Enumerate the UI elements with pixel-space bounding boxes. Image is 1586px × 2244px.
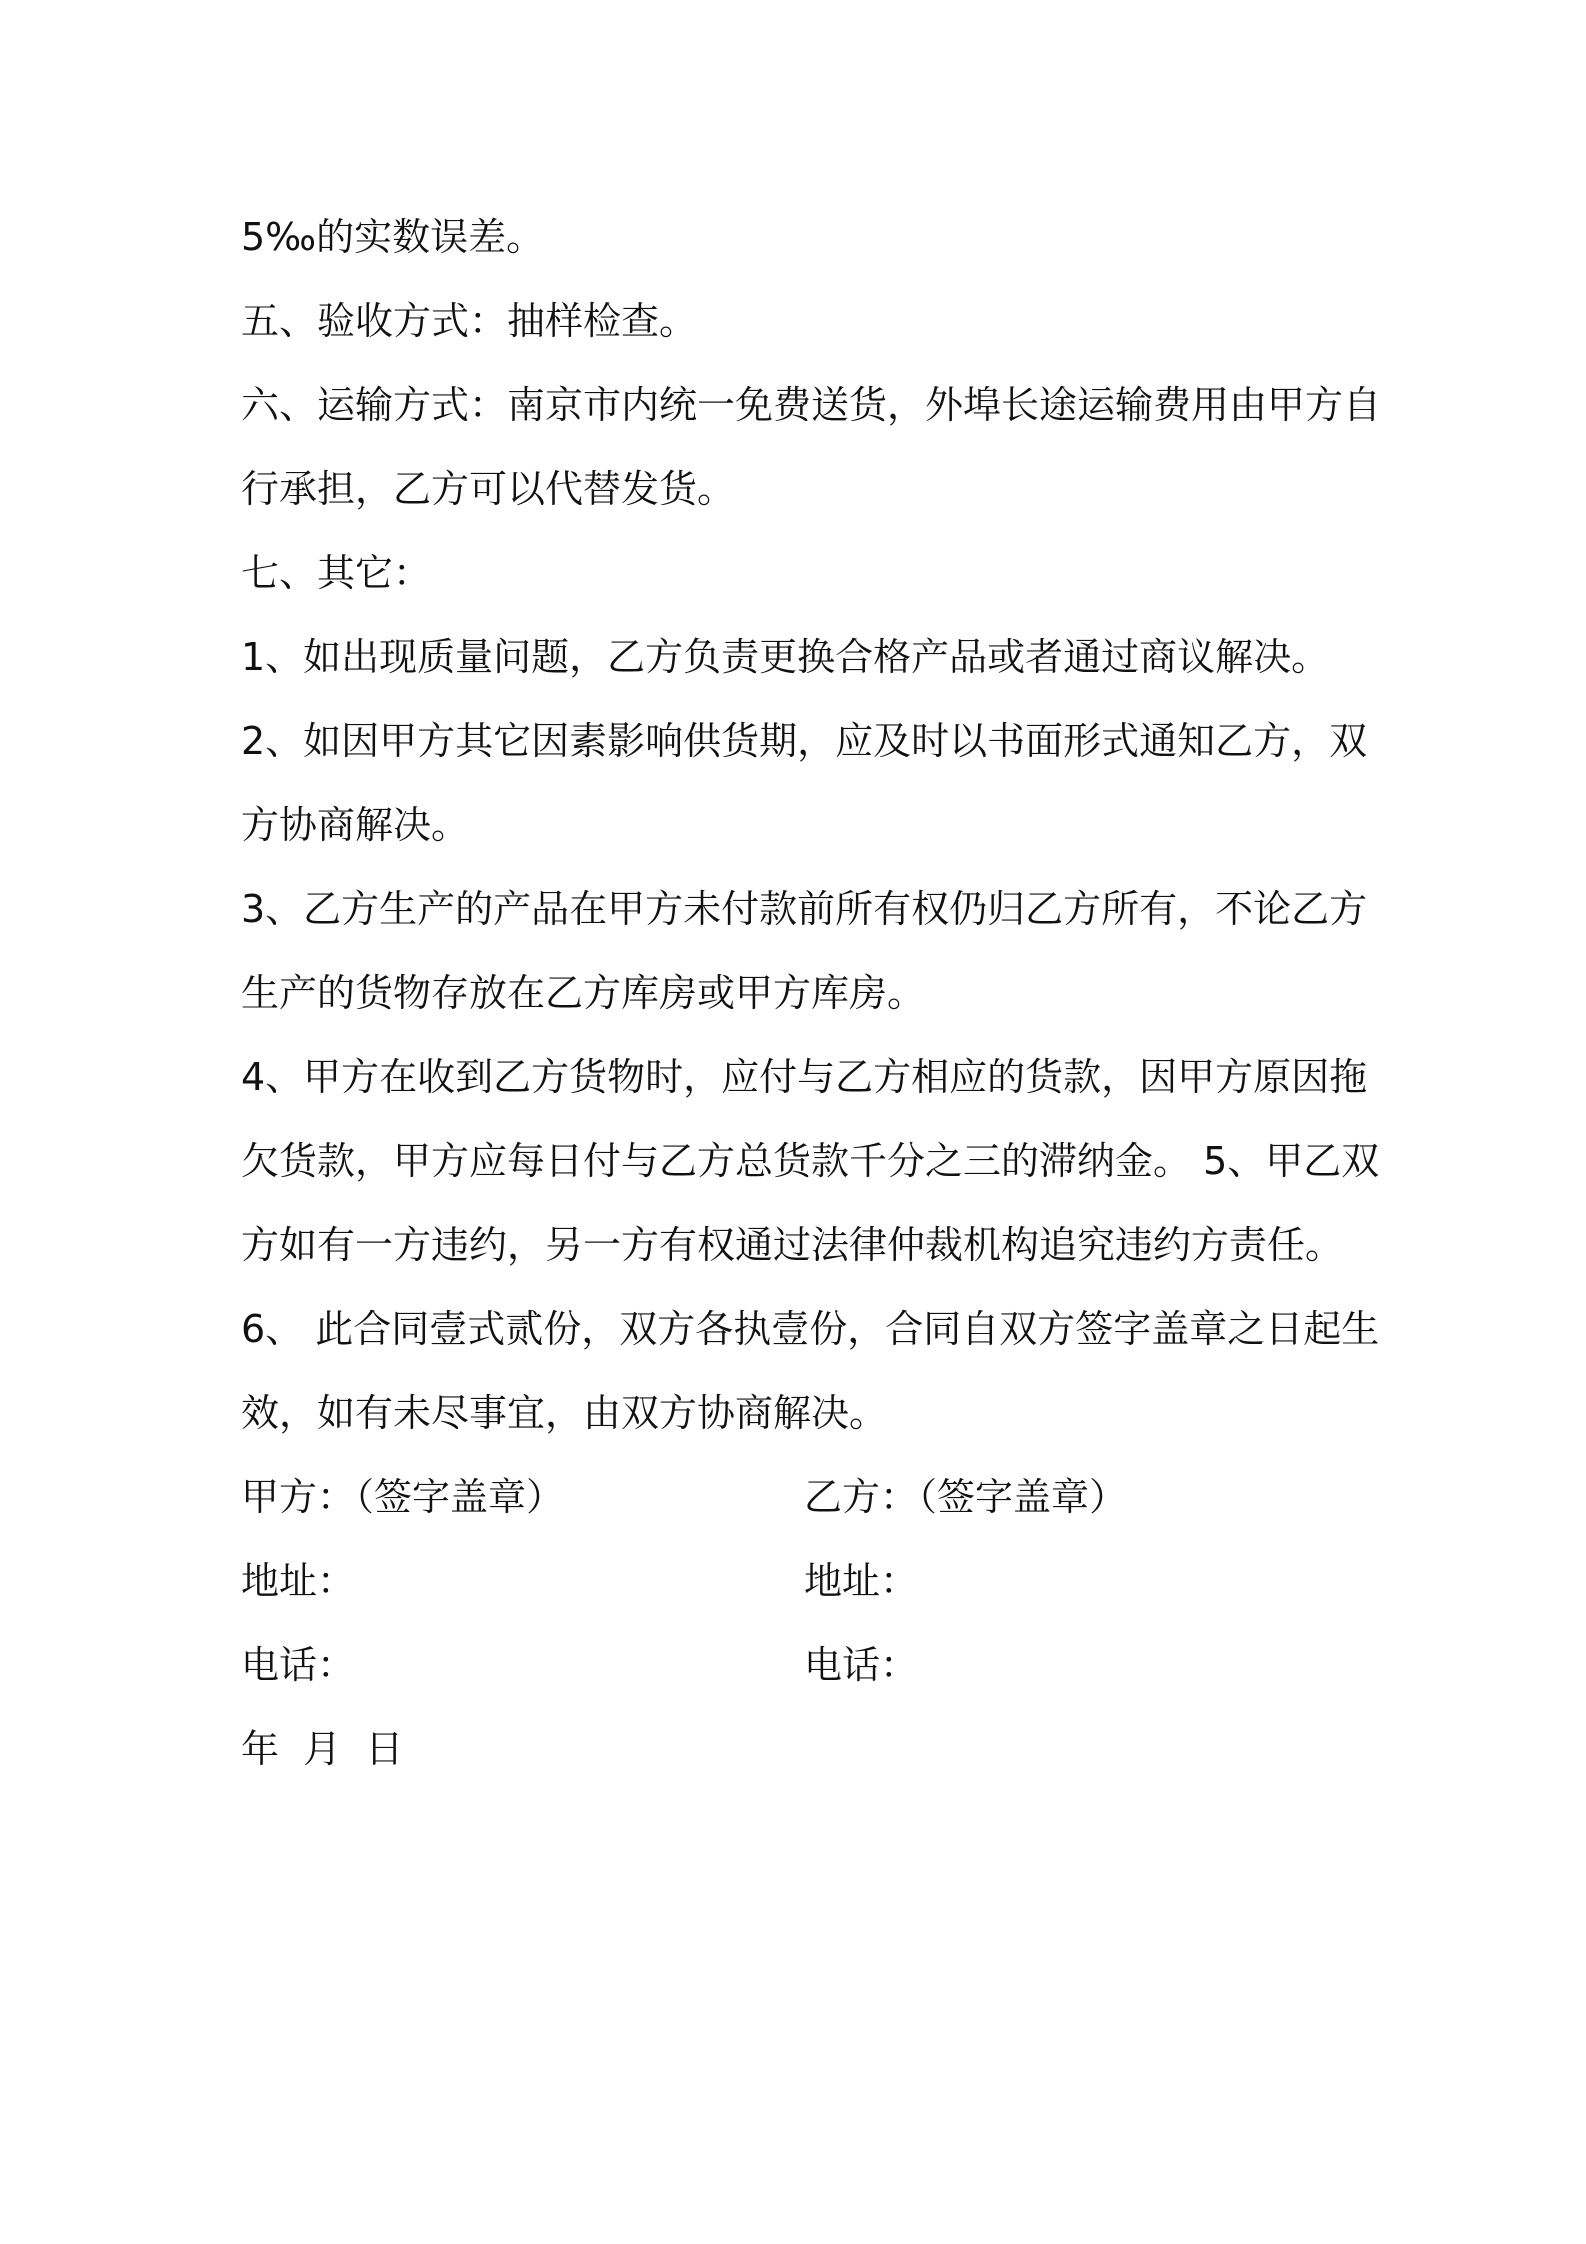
text-line: 生产的货物存放在乙方库房或甲方库房。 bbox=[241, 971, 926, 1015]
party-b-address: 地址： bbox=[804, 1559, 919, 1603]
signature-row bbox=[241, 1455, 1356, 1539]
text-line: 1、如出现质量问题，乙方负责更换合格产品或者通过商议解决。 bbox=[241, 635, 1330, 679]
text-line: 6、 此合同壹式贰份，双方各执壹份，合同自双方签字盖章之日起生 bbox=[241, 1307, 1380, 1351]
text-line: 六、运输方式：南京市内统一免费送货，外埠长途运输费用由甲方自 bbox=[241, 383, 1382, 427]
text-line: 方协商解决。 bbox=[241, 803, 470, 847]
text-line: 2、如因甲方其它因素影响供货期，应及时以书面形式通知乙方，双 bbox=[241, 719, 1368, 763]
party-b-phone: 电话： bbox=[804, 1643, 919, 1687]
phone-row bbox=[241, 1623, 1356, 1707]
text-line: 效，如有未尽事宜，由双方协商解决。 bbox=[241, 1391, 888, 1435]
party-a-signature: 甲方：（签字盖章） bbox=[241, 1475, 565, 1519]
text-line: 5‰的实数误差。 bbox=[241, 215, 545, 259]
party-a-address: 地址： bbox=[241, 1559, 356, 1603]
date-line: 年 月 日 bbox=[241, 1727, 404, 1771]
party-b-signature: 乙方：（签字盖章） bbox=[804, 1475, 1128, 1519]
party-a-phone: 电话： bbox=[241, 1643, 356, 1687]
text-line: 欠货款，甲方应每日付与乙方总货款千分之三的滞纳金。 5、甲乙双 bbox=[241, 1139, 1380, 1183]
address-row bbox=[241, 1539, 1356, 1623]
text-line: 五、验收方式：抽样检查。 bbox=[241, 299, 698, 343]
text-line: 3、乙方生产的产品在甲方未付款前所有权仍归乙方所有，不论乙方 bbox=[241, 887, 1368, 931]
text-line: 方如有一方违约，另一方有权通过法律仲裁机构追究违约方责任。 bbox=[241, 1223, 1344, 1267]
section-heading: 七、其它： bbox=[241, 551, 432, 595]
text-line: 4、甲方在收到乙方货物时，应付与乙方相应的货款，因甲方原因拖 bbox=[241, 1055, 1368, 1099]
text-line: 行承担，乙方可以代替发货。 bbox=[241, 467, 736, 511]
contract-body bbox=[241, 195, 1382, 1791]
